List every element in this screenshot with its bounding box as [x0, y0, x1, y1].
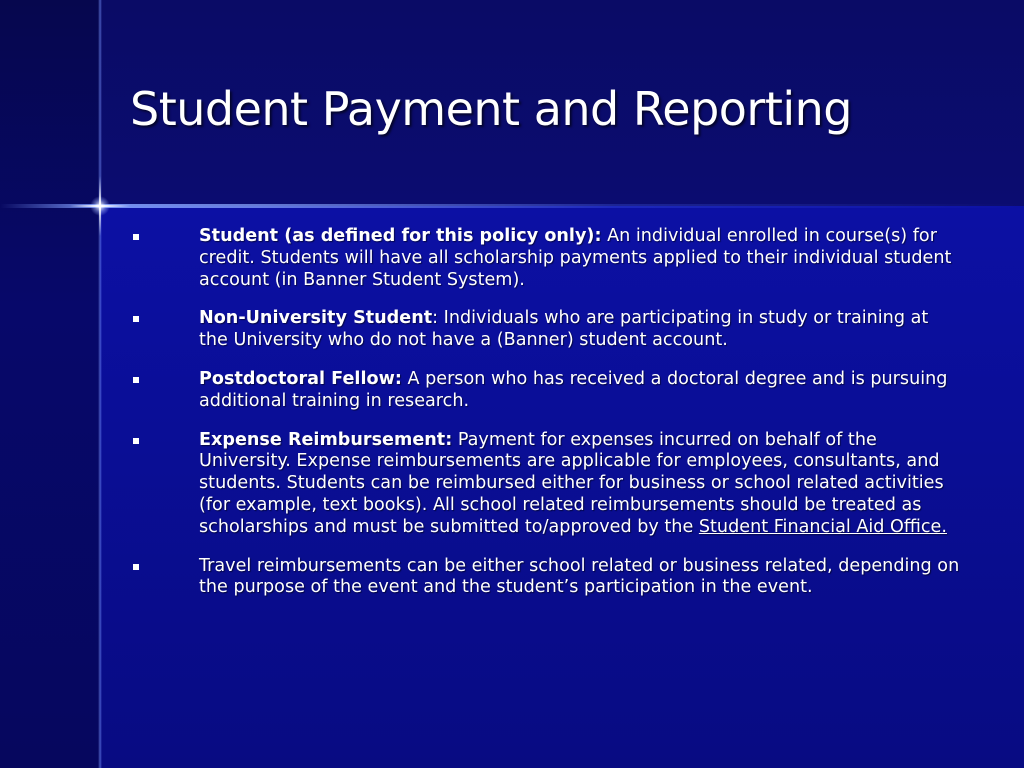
square-bullet-icon — [133, 377, 139, 383]
bullet-text: Travel reimbursements can be either school related or business related, depending on the purpose of the event and the student’s participation in the event. — [199, 555, 960, 598]
square-bullet-icon — [133, 234, 139, 240]
bullet-term: Student (as defined for this policy only): — [199, 226, 602, 246]
vertical-light-line — [98, 0, 102, 768]
bullet-text: : Individuals who are participating in study or training at the University who do not have a (Banner) student account. — [199, 308, 929, 351]
bullet-item-expense-reimbursement — [130, 430, 960, 539]
bullet-term: Expense Reimbursement: — [199, 429, 453, 450]
sparkle-icon — [70, 176, 130, 236]
horizontal-light-line — [0, 204, 1024, 208]
square-bullet-icon — [133, 564, 139, 570]
bullet-list — [130, 226, 960, 616]
bullet-term: Postdoctoral Fellow: — [199, 368, 402, 389]
bullet-item-travel-reimbursements — [130, 556, 960, 600]
bullet-item-non-university-student — [130, 308, 960, 352]
bullet-text: A person who has received a doctoral degree and is pursuing additional training in research. — [199, 368, 948, 411]
bullet-text: An individual enrolled in course(s) for credit. Students will have all scholarship payments applied to their individual student account (in Banner Student System). — [199, 226, 952, 290]
bullet-text: Payment for expenses incurred on behalf of the University. Expense reimbursements are applicable for employees, consultants, and students. Students can be reimbursed either for business or school related activities (for example, text books). All school related reimbursements should be treated as scholarships and must be submitted to/approved by the — [199, 429, 944, 537]
bullet-item-postdoctoral-fellow — [130, 369, 960, 413]
square-bullet-icon — [133, 438, 139, 444]
student-financial-aid-office-link[interactable]: Student Financial Aid Office. — [698, 516, 947, 537]
slide-title: Student Payment and Reporting — [130, 82, 852, 136]
bullet-item-student — [130, 226, 960, 291]
square-bullet-icon — [133, 316, 139, 322]
left-background-band — [0, 0, 100, 768]
bullet-term: Non-University Student — [199, 308, 433, 329]
